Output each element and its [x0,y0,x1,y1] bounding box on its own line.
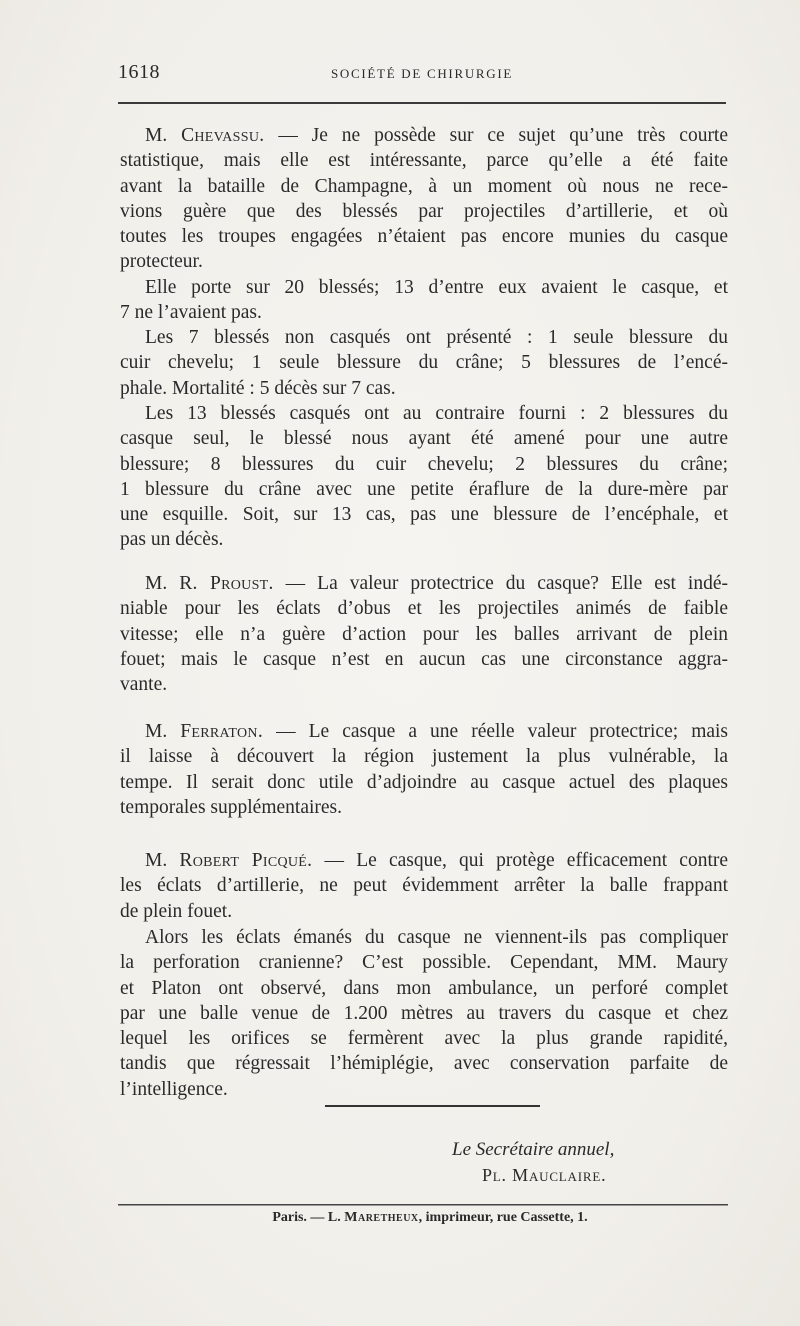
footer-city: Paris. — L. [272,1210,341,1225]
text-line: vitesse; elle n’a guère d’action pour les balles arrivant de plein [120,623,728,645]
signature-name: Pl. Mauclaire. [482,1165,607,1185]
text-line: tempe. Il serait donc utile d’adjoindre au casque actuel des plaques [120,771,728,793]
text-line: protecteur. [120,251,203,273]
text-line: M. R. Proust. — La valeur protectrice du casque? Elle est indé- [145,573,728,594]
footer-rule [118,1204,728,1206]
text-line: niable pour les éclats d’obus et les projectiles animés de faible [120,598,728,620]
text-line: l’intelligence. [120,1078,228,1100]
text-line: pas un décès. [120,529,224,551]
speaker-name: Ferraton. [180,721,264,742]
text-line: Les 7 blessés non casqués ont présenté : 1 seule blessure du [145,327,728,348]
text-line: 1 blessure du crâne avec une petite éraflure de la dure-mère par [120,478,728,500]
footer-address: , imprimeur, rue Cassette, 1. [418,1210,588,1225]
text-line: la perforation cranienne? C’est possible. Cependant, MM. Maury [120,952,728,974]
paragraph [120,275,728,326]
text-line: et Platon ont observé, dans mon ambulance, un perforé complet [120,977,728,999]
footer-printer: Maretheux [344,1210,419,1225]
speaker-prefix: M. [145,125,168,146]
text-line: 7 ne l’avaient pas. [120,302,262,324]
text-line: fouet; mais le casque n’est en aucun cas une circonstance aggra- [120,648,728,670]
paragraph [120,401,728,553]
text-line: statistique, mais elle est intéressante, parce qu’elle a été faite [120,150,728,172]
speaker-prefix: M. [145,850,168,871]
speaker-name: Chevassu. [181,125,265,146]
text-line: les éclats d’artillerie, ne peut évidemment arrêter la balle frappant [120,875,728,897]
signature-title: Le Secrétaire annuel, [452,1139,615,1160]
imprint-footer [245,1210,615,1226]
paragraph [120,325,728,401]
header-rule [118,102,726,104]
text-line: vante. [120,674,168,696]
text-line: de plein fouet. [120,900,233,922]
text-line: il laisse à découvert la région justement la plus vulnérable, la [120,746,728,768]
text-line: par une balle venue de 1.200 mètres au travers du casque et chez [120,1002,728,1024]
text-line: toutes les troupes engagées n’étaient pas encore munies du casque [120,226,728,248]
page-number: 1618 [118,61,160,83]
text-line: vions guère que des blessés par projectiles d’artillerie, et où [120,200,728,222]
paragraph [120,925,728,1102]
speaker-name: Robert Picqué. [179,850,313,871]
text-line: M. Chevassu. — Je ne possède sur ce sujet qu’une très courte [145,125,729,146]
text-line: M. Robert Picqué. — Le casque, qui protège efficacement contre [145,850,729,871]
text-line: cuir chevelu; 1 seule blessure du crâne; 5 blessures de l’encé- [120,352,728,374]
paragraph-ferraton [120,719,728,820]
text-line: tandis que régressait l’hémiplégie, avec conservation parfaite de [120,1053,728,1075]
text-line: avant la bataille de Champagne, à un moment où nous ne rece- [120,175,728,197]
text-line: temporales supplémentaires. [120,796,343,818]
text-line: blessure; 8 blessures du cuir chevelu; 2 blessures du crâne; [120,453,728,475]
paragraph-picque [120,848,728,924]
text-line: casque seul, le blessé nous ayant été amené pour une autre [120,428,728,450]
section-rule [325,1105,540,1107]
speaker-prefix: M. [145,573,168,594]
text-line: Elle porte sur 20 blessés; 13 d’entre eux avaient le casque, et [145,277,728,298]
text-line: phale. Mortalité : 5 décès sur 7 cas. [120,377,396,399]
speaker-name: R. Proust. [179,573,274,594]
text-line: une esquille. Soit, sur 13 cas, pas une blessure de l’encéphale, et [120,504,728,526]
text-line: lequel les orifices se fermèrent avec la plus grande rapidité, [120,1028,728,1050]
text-line: Les 13 blessés casqués ont au contraire fourni : 2 blessures du [145,403,728,424]
running-title: SOCIÉTÉ DE CHIRURGIE [331,66,514,81]
paragraph-proust [120,571,728,697]
paragraph-chevassu [120,123,728,275]
text-line: Alors les éclats émanés du casque ne viennent-ils pas compliquer [145,927,728,948]
text-line: M. Ferraton. — Le casque a une réelle valeur protectrice; mais [145,721,729,742]
speaker-prefix: M. [145,721,168,742]
